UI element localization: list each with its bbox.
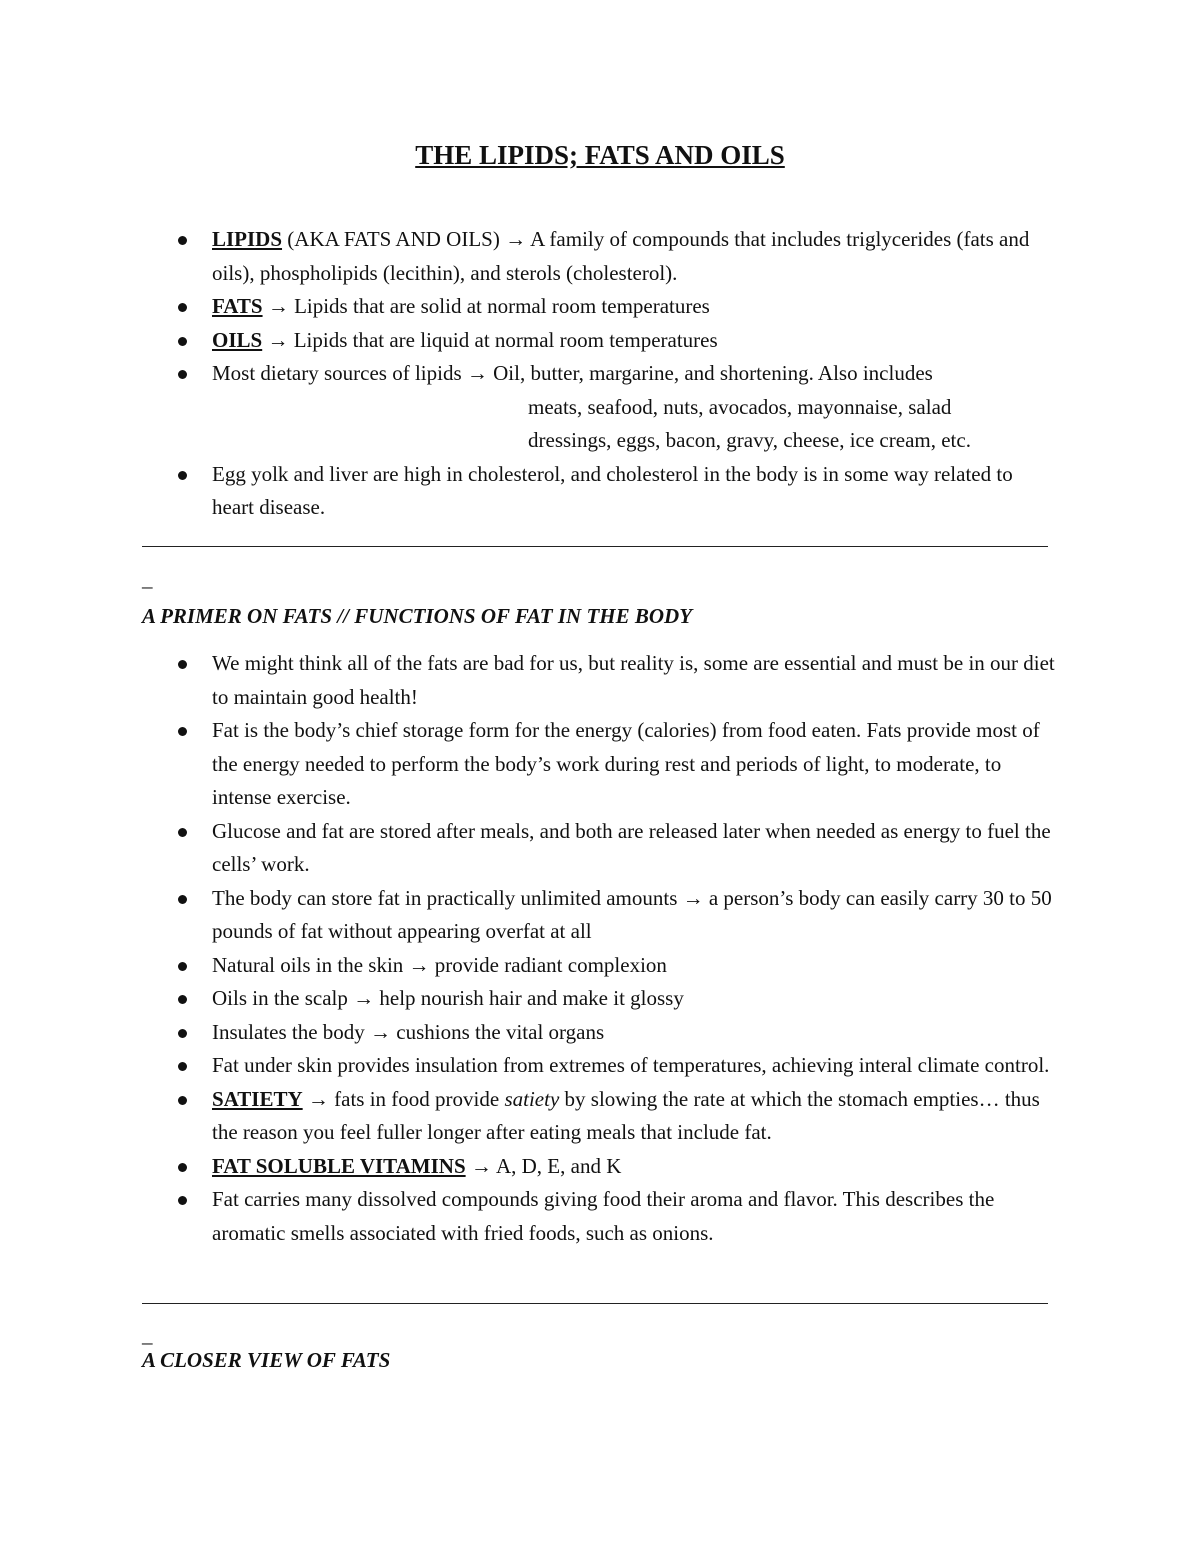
list-item: OILS → Lipids that are liquid at normal room temperatures: [0, 324, 1057, 358]
horizontal-rule: [142, 546, 1048, 547]
list-item: LIPIDS (AKA FATS AND OILS) → A family of compounds that includes triglycerides (fats and oils), phospholipids (lecithin), and sterols (cholesterol).: [0, 223, 1057, 290]
list-item: Insulates the body → cushions the vital organs: [0, 1016, 1057, 1050]
list-item: Egg yolk and liver are high in cholesterol, and cholesterol in the body is in some way related to heart disease.: [0, 458, 1057, 525]
term-label: FAT SOLUBLE VITAMINS: [212, 1153, 466, 1178]
list-item: Fat carries many dissolved compounds giving food their aroma and flavor. This describes the aromatic smells associated with fried foods, such as onions.: [0, 1183, 1057, 1250]
list-item: FAT SOLUBLE VITAMINS → A, D, E, and K: [0, 1150, 1057, 1184]
horizontal-rule: [142, 1303, 1048, 1304]
list-item: We might think all of the fats are bad for us, but reality is, some are essential and must be in our diet to maintain good health!: [0, 647, 1057, 714]
page-title: THE LIPIDS; FATS AND OILS: [415, 140, 785, 170]
term-label: FATS: [212, 294, 263, 318]
term-label: LIPIDS: [212, 227, 283, 251]
list-item: Glucose and fat are stored after meals, and both are released later when needed as energy to fuel the cells’ work.: [0, 815, 1057, 882]
list-item: Fat under skin provides insulation from extremes of temperatures, achieving interal climate control.: [0, 1049, 1057, 1083]
list-item: Most dietary sources of lipids → Oil, butter, margarine, and shortening. Also includes meats, seafood, nuts, avocados, mayonnaise, salad dressings, eggs, bacon, gravy, cheese, ice cream, etc.: [0, 357, 1057, 458]
emphasis-text: satiety: [504, 1086, 560, 1111]
list-item: Fat is the body’s chief storage form for the energy (calories) from food eaten. Fats provide most of the energy needed to perform the body’s work during rest and periods of light, to moderate, to intense exercise.: [0, 714, 1057, 815]
section-heading-closer-view: A CLOSER VIEW OF FATS: [142, 1348, 391, 1372]
list-item: Oils in the scalp → help nourish hair and make it glossy: [0, 982, 1057, 1016]
section-heading-primer: A PRIMER ON FATS // FUNCTIONS OF FAT IN THE BODY: [142, 604, 693, 628]
list-item: The body can store fat in practically unlimited amounts → a person’s body can easily carry 30 to 50 pounds of fat without appearing overfat at all: [0, 882, 1057, 949]
term-label: OILS: [212, 327, 263, 352]
term-label: SATIETY: [212, 1086, 303, 1111]
list-item: FATS → Lipids that are solid at normal room temperatures: [0, 290, 1057, 324]
list-item-continuation: dressings, eggs, bacon, gravy, cheese, ice cream, etc.: [528, 428, 971, 452]
lipids-definitions-list: [0, 223, 1057, 525]
list-item: SATIETY → fats in food provide satiety by slowing the rate at which the stomach empties… thus the reason you feel fuller longer after eating meals that include fat.: [0, 1083, 1057, 1150]
list-item-continuation: meats, seafood, nuts, avocados, mayonnaise, salad: [528, 394, 952, 419]
fat-functions-list: [0, 647, 1057, 1250]
list-item: Natural oils in the skin → provide radiant complexion: [0, 949, 1057, 983]
separator-mark: _: [142, 1323, 153, 1347]
separator-mark: _: [142, 567, 153, 591]
